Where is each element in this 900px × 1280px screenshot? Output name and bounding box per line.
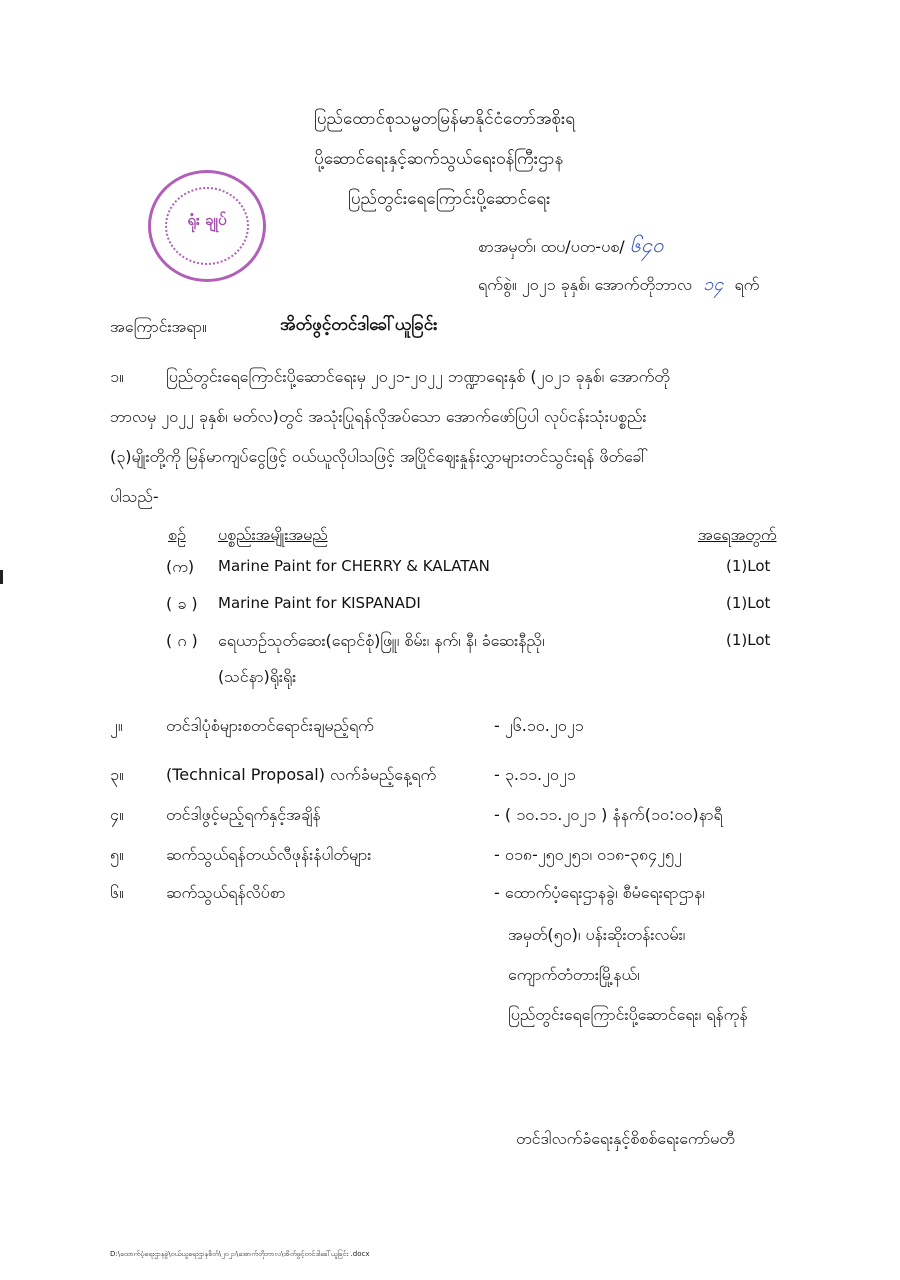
item-4-value: - ( ၁၀.၁၁.၂၀၂၁ ) နံနက်(၁၀:၀၀)နာရီ — [494, 805, 723, 824]
office-seal — [148, 170, 266, 282]
item-5-number: ၅။ — [110, 845, 124, 864]
table-row-3-item: ရေယာဉ်သုတ်ဆေး(ရောင်စုံ)ဖြူ၊ စိမ်း၊ နက်၊ နီ၊ ခံဆေးနီညို၊ — [218, 631, 545, 650]
letter-number — [478, 232, 663, 262]
letter-number-handwritten: ၆၄၀ — [629, 233, 664, 257]
table-row-1-qty: (1)Lot — [726, 557, 771, 575]
para-1-line-3: (၃)မျိုးတို့ကို မြန်မာကျပ်ငွေဖြင့် ဝယ်ယူလိုပါသဖြင့် အပြိုင်ဈေးနှုန်းလွှာများတင်သွင်းရန် ဖိတ်ခေါ် — [110, 447, 649, 466]
item-5-value: - ၀၁၈-၂၅၀၂၅၁၊ ၀၁၈-၃၈၄၂၅၂ — [494, 845, 682, 864]
item-6-number: ၆။ — [110, 883, 124, 902]
item-2-label: တင်ဒါပုံစံများစတင်ရောင်းချမည့်ရက် — [166, 716, 374, 735]
letter-date-day-handwritten: ၁၄ — [703, 274, 724, 295]
table-row-2-no: ( ခ ) — [166, 594, 198, 613]
item-5-label: ဆက်သွယ်ရန်တယ်လီဖုန်းနံပါတ်များ — [166, 845, 372, 864]
item-4-number: ၄။ — [110, 805, 124, 824]
para-1-number: ၁။ — [110, 367, 124, 386]
header-line-3: ပြည်တွင်းရေကြောင်းပို့ဆောင်ရေး — [348, 189, 551, 209]
subject-title: အိတ်ဖွင့်တင်ဒါခေါ်ယူခြင်း — [280, 315, 438, 335]
address-line-2: အမှတ်(၅၀)၊ ပန်းဆိုးတန်းလမ်း၊ — [508, 925, 686, 944]
item-3-label: (Technical Proposal) လက်ခံမည့်နေ့ရက် — [166, 765, 437, 784]
para-1-line-2: ဘာလမှ ၂၀၂၂ ခုနှစ်၊ မတ်လ)တွင် အသုံးပြုရန်လိုအပ်သော အောက်ဖော်ပြပါ လုပ်ငန်းသုံးပစ္စည်း — [110, 407, 647, 426]
table-row-3-item-cont: (သင်နာ)ရိုးရိုး — [218, 667, 297, 686]
item-2-number: ၂။ — [110, 716, 123, 735]
table-row-2-qty: (1)Lot — [726, 594, 771, 612]
table-row-2-item: Marine Paint for KISPANADI — [218, 594, 421, 612]
item-2-value: - ၂၆.၁၀.၂၀၂၁ — [494, 716, 584, 735]
address-line-3: ကျောက်တံတားမြို့နယ်၊ — [508, 965, 640, 984]
item-3-number: ၃။ — [110, 765, 124, 784]
table-header-no: စဉ် — [168, 525, 186, 544]
address-line-4: ပြည်တွင်းရေကြောင်းပို့ဆောင်ရေး၊ ရန်ကုန် — [508, 1005, 748, 1024]
para-1-line-1: ပြည်တွင်းရေကြောင်းပို့ဆောင်ရေးမှ ၂၀၂၁-၂၀၂၂ ဘဏ္ဍာရေးနှစ် (၂၀၂၁ ခုနှစ်၊ အောက်တို — [166, 367, 670, 386]
header-line-1: ပြည်ထောင်စုသမ္မတမြန်မာနိုင်ငံတော်အစိုးရ — [314, 109, 576, 129]
subject-label: အကြောင်းအရာ။ — [110, 317, 207, 336]
table-header-qty: အရေအတွက် — [698, 525, 777, 544]
item-3-value: - ၃.၁၁.၂၀၂၁ — [494, 765, 576, 784]
letter-date — [478, 272, 759, 299]
para-1-line-4: ပါသည်- — [110, 487, 159, 506]
header-line-2: ပို့ဆောင်ရေးနှင့်ဆက်သွယ်ရေးဝန်ကြီးဌာန — [314, 149, 564, 169]
scan-margin-mark — [0, 570, 3, 584]
table-row-3-no: ( ဂ ) — [166, 631, 198, 650]
signature-committee: တင်ဒါလက်ခံရေးနှင့်စိစစ်ရေးကော်မတီ — [516, 1129, 735, 1148]
item-6-label: ဆက်သွယ်ရန်လိပ်စာ — [166, 883, 286, 902]
table-row-1-item: Marine Paint for CHERRY & KALATAN — [218, 557, 490, 575]
letter-date-prefix: ရက်စွဲ။ ၂၀၂၁ ခုနှစ်၊ အောက်တိုဘာလ — [478, 275, 693, 294]
table-row-3-qty: (1)Lot — [726, 631, 771, 649]
letter-number-printed: စာအမှတ်၊ ထပ/ပတ-ပစ/ — [478, 237, 625, 256]
seal-text: ရုံး ချုပ် — [187, 211, 227, 229]
letter-date-suffix: ရက် — [734, 275, 760, 294]
item-6-value: - ထောက်ပံ့ရေးဌာနခွဲ၊ စီမံရေးရာဌာန၊ — [494, 883, 705, 902]
table-row-1-no: (က) — [166, 557, 195, 576]
item-4-label: တင်ဒါဖွင့်မည့်ရက်နှင့်အချိန် — [166, 805, 321, 824]
footer-file-path: D:\ထောက်ပံ့ရေးဌာနခွဲ\ဝယ်ယူရေးဌာနစိတ်\၂၀၂၁\အောက်တိုဘာလ\အိတ်ဖွင့်တင်ဒါခေါ်ယူခြင်း .docx — [110, 1250, 370, 1258]
table-header-item: ပစ္စည်းအမျိုးအမည် — [218, 525, 328, 544]
